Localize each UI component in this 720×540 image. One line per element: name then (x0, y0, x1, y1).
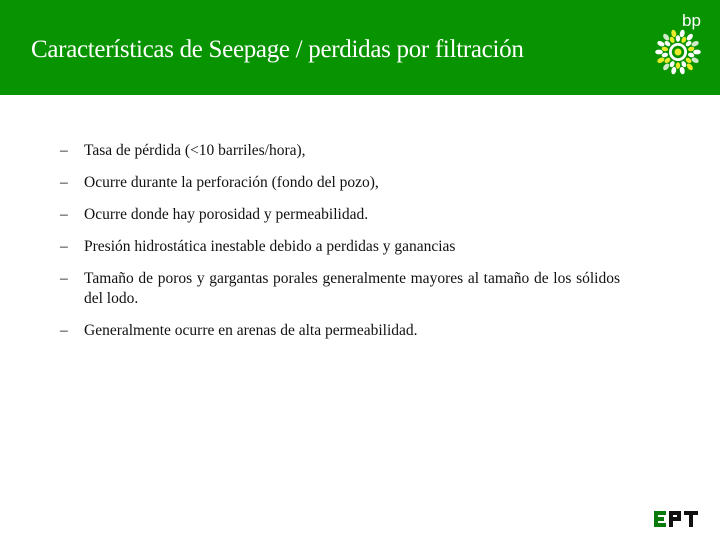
bullet-text: Presión hidrostática inestable debido a perdidas y ganancias (84, 238, 456, 255)
bullet-dash: – (60, 142, 68, 159)
bullet-dash: – (60, 174, 68, 191)
bp-logo-text: bp (682, 11, 701, 30)
bullet-list (60, 141, 620, 353)
bullet-item (60, 269, 620, 309)
slide-header (0, 0, 720, 95)
bullet-text: Generalmente ocurre en arenas de alta permeabilidad. (84, 322, 418, 339)
bullet-text: Tasa de pérdida (<10 barriles/hora), (84, 142, 306, 159)
bullet-item (60, 237, 620, 257)
bullet-dash: – (60, 270, 68, 287)
ept-logo-icon (652, 508, 700, 530)
bullet-item (60, 321, 620, 341)
bullet-item (60, 173, 620, 193)
bullet-text: Ocurre donde hay porosidad y permeabilidad. (84, 206, 369, 223)
bullet-text: Ocurre durante la perforación (fondo del pozo), (84, 174, 379, 191)
bullet-dash: – (60, 322, 68, 339)
bullet-dash: – (60, 206, 68, 223)
bullet-text: Tamaño de poros y gargantas porales generalmente mayores al tamaño de los sólidos del lodo. (84, 270, 620, 307)
bullet-dash: – (60, 238, 68, 255)
slide-title: Características de Seepage / perdidas por filtración (31, 36, 524, 63)
bp-helios-flower-icon (655, 29, 701, 75)
bullet-item (60, 205, 620, 225)
bullet-item (60, 141, 620, 161)
